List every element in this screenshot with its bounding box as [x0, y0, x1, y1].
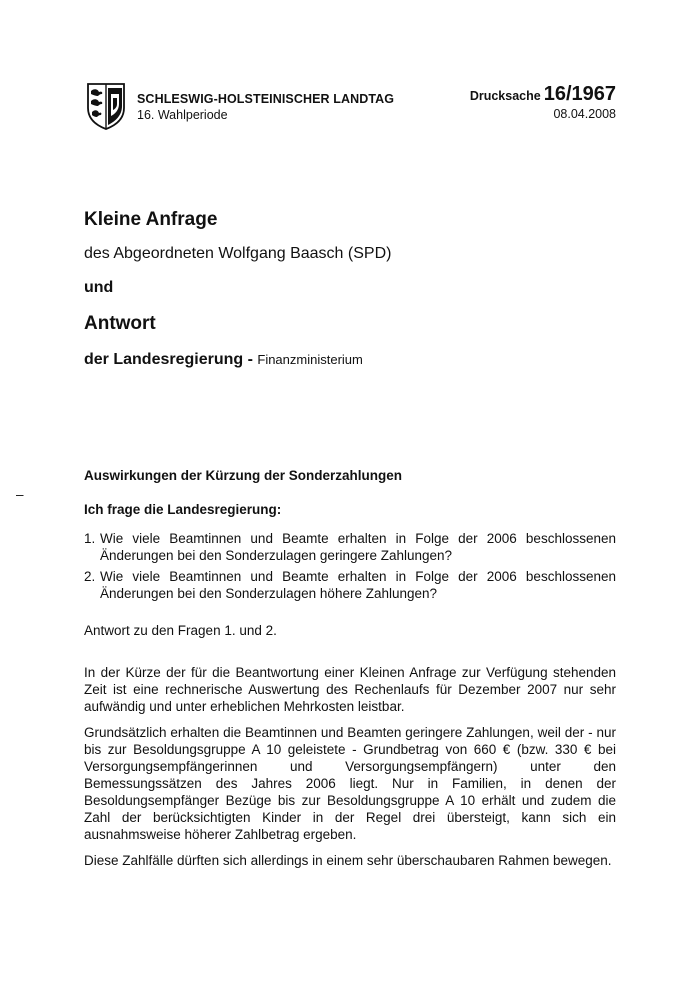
document-date: 08.04.2008: [553, 107, 616, 121]
title-kleine-anfrage: Kleine Anfrage: [84, 209, 218, 230]
answer-paragraph: Diese Zahlfälle dürften sich allerdings in einem sehr überschaubaren Rahmen bewegen.: [84, 853, 612, 868]
title-block: [84, 206, 624, 372]
question-list: [84, 530, 616, 606]
question-item: [84, 568, 616, 602]
landtag-name: SCHLESWIG-HOLSTEINISCHER LANDTAG: [137, 92, 395, 106]
title-landesregierung: [84, 348, 624, 372]
drucksache-label: Drucksache: [469, 89, 541, 103]
subject-heading: Auswirkungen der Kürzung der Sonderzahlungen: [84, 468, 403, 483]
question-text: Wie viele Beamtinnen und Beamte erhalten in Folge der 2006 beschlossenen Änderungen bei den Sonderzulagen geringere Zahlungen?: [100, 531, 616, 563]
drucksache: [470, 84, 616, 106]
answer-paragraph: In der Kürze der für die Beantwortung einer Kleinen Anfrage zur Verfügung stehenden Zeit ist eine rechnerische Auswertung des Rechenlaufs für Dezember 2007 nur sehr aufwändig und unter erheblichen Mehrkosten leistbar.: [84, 665, 616, 714]
coat-of-arms-icon: [86, 82, 126, 130]
question-number: 2.: [84, 569, 96, 584]
question-item: [84, 530, 616, 564]
title-und: und: [84, 279, 114, 296]
answer-paragraph: Grundsätzlich erhalten die Beamtinnen und Beamten geringere Zahlungen, weil der - nur bis zur Besoldungsgruppe A 10 geleistete - Grundbetrag von 660 € (bzw. 330 € bei Versorgungsempfängerinnen und Versorgungsempfängern) unter den Bemessungssätzen des Jahres 2006 liegt. Nur in Familien, in denen der Besoldungsempfänger Bezüge bis zur Besoldungsgruppe A 10 erhält und zudem die Zahl der berücksichtigten Kinder in der Regel drei übersteigt, kann sich ein ausnahmsweise höherer Zahlbetrag ergeben.: [84, 725, 616, 842]
margin-mark: –: [16, 487, 24, 502]
question-text: Wie viele Beamtinnen und Beamte erhalten in Folge der 2006 beschlossenen Änderungen bei den Sonderzulagen höhere Zahlungen?: [100, 569, 616, 601]
header-right: [470, 84, 616, 122]
answer-body: [84, 664, 616, 878]
drucksache-number: 16/1967: [543, 83, 616, 105]
question-number: 1.: [84, 531, 96, 546]
frage-heading: Ich frage die Landesregierung:: [84, 502, 282, 517]
wahlperiode: 16. Wahlperiode: [137, 108, 228, 122]
ministerium-label: Finanzministerium: [257, 352, 363, 367]
answer-heading: Antwort zu den Fragen 1. und 2.: [84, 623, 277, 638]
title-abgeordneter: des Abgeordneten Wolfgang Baasch (SPD): [84, 245, 392, 262]
header-left: [137, 91, 394, 123]
title-antwort: Antwort: [84, 313, 156, 334]
landesregierung-label: der Landesregierung -: [84, 351, 253, 368]
